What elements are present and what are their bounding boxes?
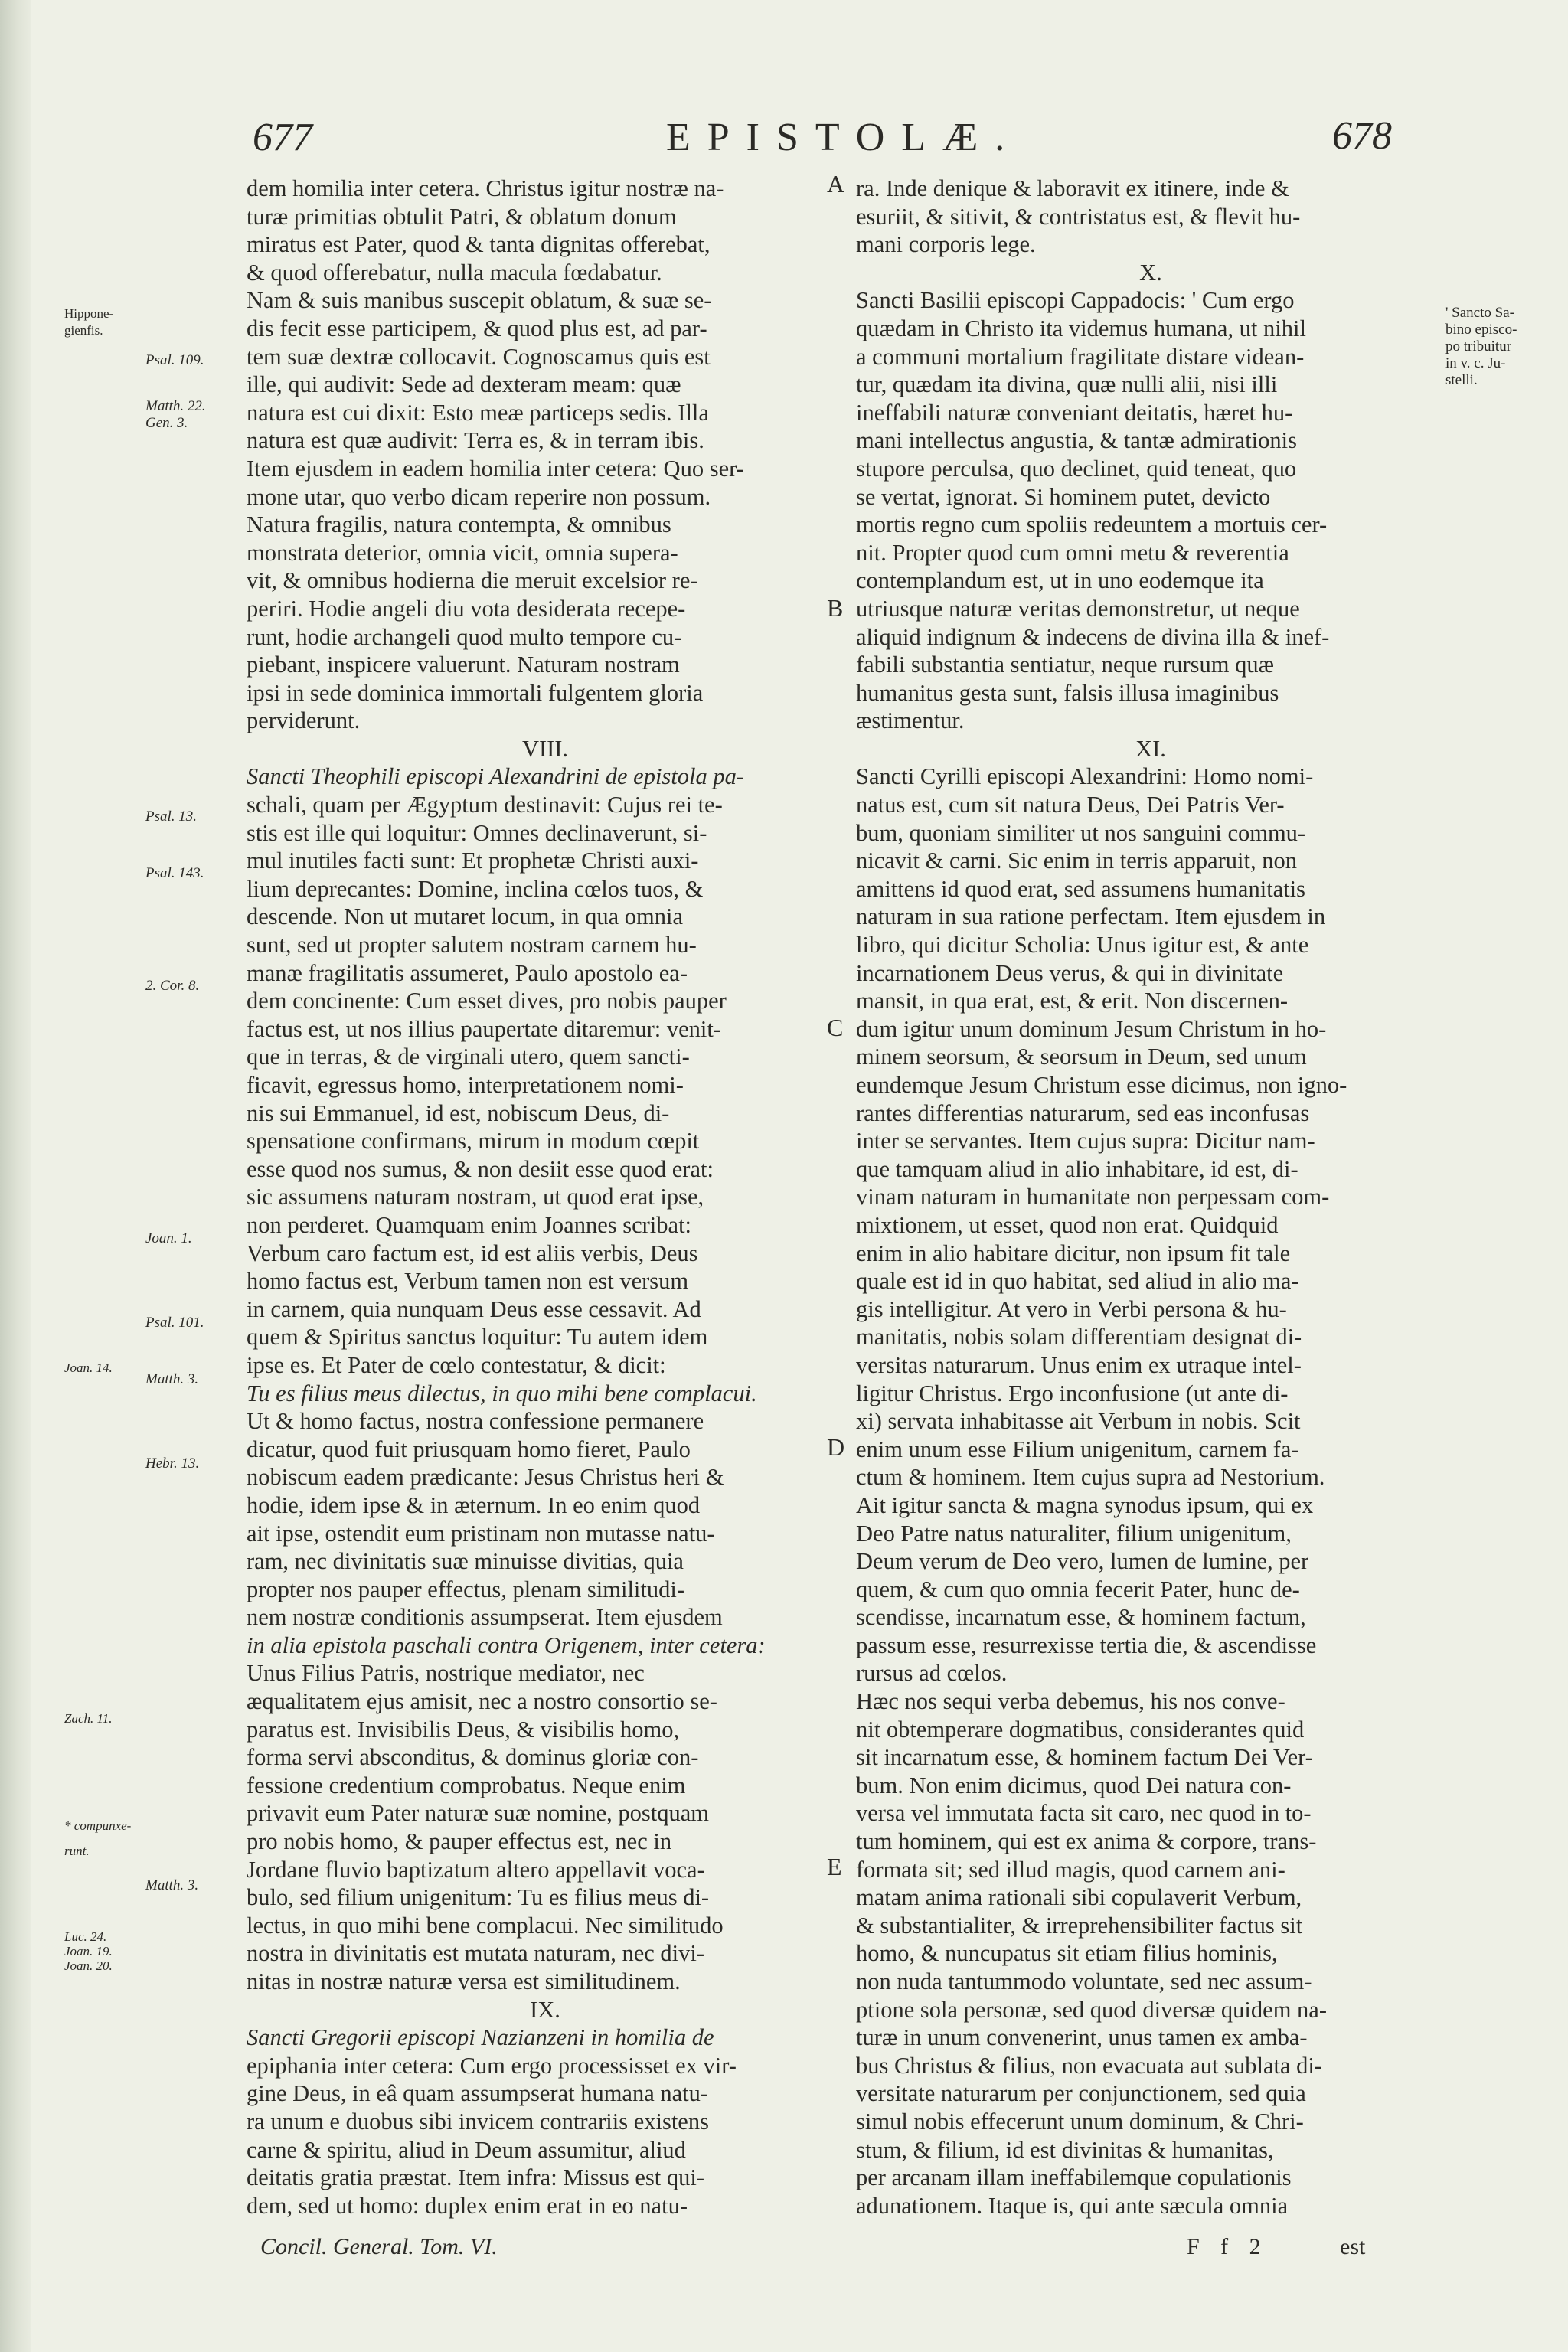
margin-note: 2. Cor. 8.	[145, 978, 200, 994]
text-line: formata sit; sed illud magis, quod carnem ani-	[856, 1856, 1285, 1883]
text-line: bus Christus & filius, non evacuata aut sublata di-	[856, 2052, 1323, 2079]
text-line: Sancti Theophili episcopi Alexandrini de epistola pa-	[247, 763, 745, 790]
text-line: rantes differentias naturarum, sed eas inconfusas	[856, 1099, 1310, 1126]
book-gutter	[0, 0, 31, 2352]
text-line: deitatis gratia præstat. Item infra: Missus est qui-	[247, 2164, 705, 2191]
text-line: homo factus est, Verbum tamen non est versum	[247, 1268, 689, 1295]
far-note: Hippone-	[64, 306, 114, 321]
text-line: rursus ad cœlos.	[856, 1660, 1008, 1687]
text-line: dem, sed ut homo: duplex enim erat in eo natu-	[247, 2192, 688, 2219]
text-line: non perderet. Quamquam enim Joannes scribat:	[247, 1211, 692, 1238]
section-letter: E	[827, 1853, 842, 1880]
text-line: natura est quæ audivit: Terra es, & in terram ibis.	[247, 427, 704, 454]
far-note: Joan. 20.	[64, 1958, 113, 1973]
right-margin-note	[1446, 305, 1560, 389]
text-line: perviderunt.	[247, 707, 361, 734]
text-line: quædam in Christo ita videmus humana, ut nihil	[856, 315, 1306, 341]
text-line: versitas naturarum. Unus enim ex utraque intel-	[856, 1351, 1302, 1378]
text-line: non nuda tantummodo voluntate, sed nec assum-	[856, 1968, 1312, 1994]
far-note: Zach. 11.	[64, 1711, 113, 1726]
text-line: bulo, sed filium unigenitum: Tu es filius meus di-	[247, 1884, 710, 1911]
text-line: runt, hodie archangeli quod multo tempore cu-	[247, 623, 682, 650]
text-line: Verbum caro factum est, id est aliis verbis, Deus	[247, 1240, 698, 1266]
text-line: vinam naturam in humanitate non perpessam com-	[856, 1184, 1330, 1210]
text-line: æstimentur.	[856, 707, 965, 734]
text-line: ctum & hominem. Item cujus supra ad Nestorium.	[856, 1464, 1325, 1491]
text-line: contemplandum est, ut in uno eodemque ita	[856, 567, 1264, 594]
text-line: nis sui Emmanuel, id est, nobiscum Deus, di-	[247, 1099, 670, 1126]
margin-note: Hebr. 13.	[145, 1455, 200, 1472]
text-line: Ut & homo factus, nostra confessione permanere	[247, 1408, 704, 1435]
text-line: matam anima rationali sibi copulaverit Verbum,	[856, 1884, 1302, 1911]
text-line: Natura fragilis, natura contempta, & omnibus	[247, 511, 671, 538]
text-line: in carnem, quia nunquam Deus esse cessavit. Ad	[247, 1295, 701, 1322]
text-line: piebant, inspicere valuerunt. Naturam nostram	[247, 652, 680, 678]
text-line: amittens id quod erat, sed assumens humanitatis	[856, 875, 1306, 902]
text-line: Deo Patre natus naturaliter, filium unigenitum,	[856, 1520, 1292, 1547]
text-line: dis fecit esse participem, & quod plus est, ad par-	[247, 315, 707, 341]
text-line: esse quod nos sumus, & non desiit esse quod erat:	[247, 1155, 714, 1182]
text-line: miratus est Pater, quod & tanta dignitas offerebat,	[247, 231, 710, 258]
text-line: ligitur Christus. Ergo inconfusione (ut ante di-	[856, 1380, 1289, 1406]
text-line: sunt, sed ut propter salutem nostram carnem hu-	[247, 932, 697, 959]
section-heading: IX.	[530, 1996, 560, 2023]
text-line: ineffabili naturæ conveniant deitatis, hæret hu-	[856, 399, 1293, 426]
text-line: simul nobis effecerunt unum dominum, & Chri-	[856, 2108, 1304, 2135]
section-letter: A	[827, 170, 845, 198]
text-line: mansit, in qua erat, est, & erit. Non discernen-	[856, 988, 1289, 1014]
text-line: Sancti Basilii episcopi Cappadocis: ' Cum ergo	[856, 287, 1295, 314]
text-line: manitatis, nobis solam differentiam designat di-	[856, 1324, 1302, 1351]
page-number-left: 677	[253, 116, 312, 159]
text-line: se vertat, ignorat. Si hominem putet, devicto	[856, 483, 1271, 510]
text-line: nobiscum eadem prædicante: Jesus Christus heri &	[247, 1464, 724, 1491]
text-line: stis est ille qui loquitur: Omnes declinaverunt, si-	[247, 819, 707, 846]
text-line: libro, qui dicitur Scholia: Unus igitur est, & ante	[856, 932, 1309, 959]
text-line: Sancti Cyrilli episcopi Alexandrini: Homo nomi-	[856, 763, 1314, 790]
text-line: ipsi in sede dominica immortali fulgentem gloria	[247, 679, 704, 706]
far-note: Joan. 19.	[64, 1944, 113, 1958]
text-line: adunationem. Itaque is, qui ante sæcula omnia	[856, 2192, 1289, 2219]
page-number-right: 678	[1332, 114, 1392, 158]
text-line: inter se servantes. Item cujus supra: Dicitur nam-	[856, 1128, 1315, 1155]
text-line: ipse es. Et Pater de cœlo contestatur, & dicit:	[247, 1351, 666, 1378]
text-line: mani corporis lege.	[856, 231, 1036, 258]
text-line: mortis regno cum spoliis redeuntem a mortuis cer-	[856, 511, 1328, 538]
text-line: xi) servata inhabitasse ait Verbum in nobis. Scit	[856, 1408, 1301, 1435]
text-line: ra. Inde denique & laboravit ex itinere, inde &	[856, 175, 1289, 201]
text-line: Unus Filius Patris, nostrique mediator, nec	[247, 1660, 645, 1687]
text-line: enim in alio habitare dicitur, non ipsum fit tale	[856, 1240, 1291, 1266]
text-line: mone utar, quo verbo dicam reperire non possum.	[247, 483, 711, 510]
text-line: gis intelligitur. At vero in Verbi persona & hu-	[856, 1295, 1287, 1322]
book-page	[31, 0, 1568, 2352]
text-line: ra unum e duobus sibi invicem contrariis existens	[247, 2108, 709, 2135]
text-line: propter nos pauper effectus, plenam similitudi-	[247, 1576, 685, 1602]
text-line: nitas in nostræ naturæ versa est similitudinem.	[247, 1968, 681, 1994]
text-line: que tamquam aliud in alio inhabitare, id est, di-	[856, 1155, 1298, 1182]
text-line: Ait igitur sancta & magna synodus ipsum, qui ex	[856, 1491, 1314, 1518]
text-line: Deum verum de Deo vero, lumen de lumine, per	[856, 1548, 1309, 1575]
text-line: schali, quam per Ægyptum destinavit: Cujus rei te-	[247, 792, 723, 818]
text-line: Tu es filius meus dilectus, in quo mihi bene complacui.	[247, 1380, 757, 1406]
far-note: * compunxe-	[64, 1818, 132, 1833]
margin-note: Psal. 143.	[145, 865, 204, 881]
text-line: quale est id in quo habitat, sed aliud in alio ma-	[856, 1268, 1299, 1295]
right-note-line: ' Sancto Sa-	[1446, 305, 1514, 321]
section-heading: VIII.	[521, 735, 569, 762]
text-line: minem seorsum, & seorsum in Deum, sed unum	[856, 1044, 1307, 1070]
text-line: æqualitatem ejus amisit, nec a nostro consortio se-	[247, 1688, 717, 1715]
text-line: in alia epistola paschali contra Origenem, inter cetera:	[247, 1632, 766, 1658]
text-line: carne & spiritu, aliud in Deum assumitur, aliud	[247, 2136, 686, 2163]
text-line: bum, quoniam similiter ut nos sanguini commu-	[856, 819, 1306, 846]
text-line: nit obtemperare dogmatibus, considerantes quid	[856, 1716, 1305, 1743]
text-line: Nam & suis manibus suscepit oblatum, & suæ se-	[247, 287, 712, 314]
text-line: hodie, idem ipse & in æternum. In eo enim quod	[247, 1491, 701, 1518]
text-line: quem & Spiritus sanctus loquitur: Tu autem idem	[247, 1324, 708, 1351]
text-line: que in terras, & de virginali utero, quem sancti-	[247, 1044, 690, 1070]
text-line: a communi mortalium fragilitate distare videan-	[856, 343, 1305, 370]
text-line: passum esse, resurrexisse tertia die, & ascendisse	[856, 1632, 1317, 1658]
text-line: & substantialiter, & irreprehensibiliter factus sit	[856, 1912, 1303, 1939]
text-line: natus est, cum sit natura Deus, Dei Patris Ver-	[856, 792, 1285, 818]
text-line: natura est cui dixit: Esto meæ particeps sedis. Illa	[247, 399, 709, 426]
text-line: dum igitur unum dominum Jesum Christum in ho-	[856, 1015, 1327, 1042]
far-note: Joan. 14.	[64, 1361, 113, 1375]
catchword: est	[1340, 2234, 1366, 2259]
text-line: Sancti Gregorii episcopi Nazianzeni in homilia de	[247, 2024, 714, 2051]
text-line: mul inutiles facti sunt: Et prophetæ Christi auxi-	[247, 848, 699, 874]
text-line: Item ejusdem in eadem homilia inter cetera: Quo ser-	[247, 455, 744, 482]
text-line: esuriit, & sitivit, & contristatus est, & flevit hu-	[856, 203, 1301, 230]
text-line: factus est, ut nos illius paupertate ditaremur: venit-	[247, 1015, 721, 1042]
text-line: naturam in sua ratione perfectam. Item ejusdem in	[856, 903, 1326, 930]
margin-note: Gen. 3.	[145, 415, 188, 431]
text-line: tem suæ dextræ collocavit. Cognoscamus quis est	[247, 343, 710, 370]
text-line: vit, & omnibus hodierna die meruit excelsior re-	[247, 567, 698, 594]
text-line: incarnationem Deus verus, & qui in divinitate	[856, 959, 1284, 986]
far-note: runt.	[64, 1844, 90, 1858]
section-heading: X.	[1139, 259, 1162, 286]
margin-note: Psal. 101.	[145, 1315, 204, 1331]
text-line: fabili substantia sentiatur, neque rursum quæ	[856, 652, 1274, 678]
right-note-line: po tribuitur	[1446, 338, 1512, 354]
text-line: sic assumens naturam nostram, ut quod erat ipse,	[247, 1184, 704, 1210]
text-line: scendisse, incarnatum esse, & hominem factum,	[856, 1604, 1306, 1631]
text-line: tum hominem, qui est ex anima & corpore, trans-	[856, 1828, 1317, 1855]
text-line: & quod offerebatur, nulla macula fœdabatur.	[247, 259, 662, 286]
text-line: mixtionem, ut esset, quod non erat. Quidquid	[856, 1211, 1279, 1238]
signature-mark: F f 2	[1187, 2234, 1269, 2259]
text-line: ptione sola personæ, sed quod diversæ quidem na-	[856, 1996, 1327, 2023]
text-line: spensatione confirmans, mirum in modum cœpit	[247, 1128, 700, 1155]
text-line: Hæc nos sequi verba debemus, his nos conve-	[856, 1688, 1285, 1715]
text-line: dicatur, quod fuit priusquam homo fieret, Paulo	[247, 1436, 691, 1462]
text-line: descende. Non ut mutaret locum, in qua omnia	[247, 903, 684, 930]
text-line: dem concinente: Cum esset dives, pro nobis pauper	[247, 988, 727, 1014]
text-line: utriusque naturæ veritas demonstretur, ut neque	[856, 595, 1300, 622]
text-line: turæ primitias obtulit Patri, & oblatum donum	[247, 203, 677, 230]
section-letter: B	[827, 594, 844, 622]
right-note-line: in v. c. Ju-	[1446, 355, 1506, 371]
text-line: eundemque Jesum Christum esse dicimus, non igno-	[856, 1072, 1348, 1098]
text-line: ficavit, egressus homo, interpretationem nomi-	[247, 1072, 684, 1098]
margin-note: Matth. 3.	[145, 1877, 199, 1893]
footer-volume-line: Concil. General. Tom. VI.	[260, 2234, 498, 2259]
text-line: aliquid indignum & indecens de divina illa & inef-	[856, 623, 1330, 650]
text-line: enim unum esse Filium unigenitum, carnem fa-	[856, 1436, 1299, 1462]
margin-note: Psal. 109.	[145, 352, 204, 368]
text-line: lectus, in quo mihi bene complacui. Nec similitudo	[247, 1912, 724, 1939]
text-line: mani intellectus angustia, & tantæ admirationis	[856, 427, 1298, 454]
far-note: gienfis.	[64, 323, 103, 338]
text-line: quem, & cum quo omnia fecerit Pater, hunc de-	[856, 1576, 1300, 1602]
text-line: Jordane fluvio baptizatum altero appellavit voca-	[247, 1856, 705, 1883]
text-line: nit. Propter quod cum omni metu & reverentia	[856, 539, 1289, 566]
margin-note: Matth. 3.	[145, 1371, 199, 1387]
text-line: monstrata deterior, omnia vicit, omnia supera-	[247, 539, 678, 566]
text-line: fessione credentium comprobatus. Neque enim	[247, 1772, 686, 1798]
text-line: per arcanam illam ineffabilemque copulationis	[856, 2164, 1292, 2191]
running-title: EPISTOLÆ.	[666, 116, 1022, 159]
right-column	[856, 175, 1446, 2220]
text-line: periri. Hodie angeli diu vota desiderata recepe-	[247, 595, 686, 622]
text-line: ait ipse, ostendit eum pristinam non mutasse natu-	[247, 1520, 715, 1547]
text-line: sit incarnatum esse, & hominem factum Dei Ver-	[856, 1744, 1313, 1771]
text-line: lium deprecantes: Domine, inclina cœlos tuos, &	[247, 875, 704, 902]
text-line: manæ fragilitatis assumeret, Paulo apostolo ea-	[247, 959, 688, 986]
margin-note: Psal. 13.	[145, 808, 198, 825]
text-line: bum. Non enim dicimus, quod Dei natura con-	[856, 1772, 1292, 1798]
text-line: epiphania inter cetera: Cum ergo processisset ex vir-	[247, 2052, 737, 2079]
text-line: paratus est. Invisibilis Deus, & visibilis homo,	[247, 1716, 680, 1743]
text-line: nem nostræ conditionis assumpserat. Item ejusdem	[247, 1604, 723, 1631]
text-line: stum, & filium, id est divinitas & humanitas,	[856, 2136, 1274, 2163]
text-line: dem homilia inter cetera. Christus igitur nostræ na-	[247, 175, 724, 201]
page-header	[31, 115, 1568, 168]
section-heading: XI.	[1135, 735, 1166, 762]
margin-note: Matth. 22.	[145, 398, 206, 414]
text-line: stupore perculsa, quo declinet, quid teneat, quo	[856, 455, 1297, 482]
text-line: ram, nec divinitatis suæ minuisse divitias, quia	[247, 1548, 684, 1575]
section-letter: C	[827, 1014, 844, 1041]
text-line: tur, quædam ita divina, quæ nulli alii, nisi illi	[856, 371, 1278, 398]
text-line: homo, & nuncupatus sit etiam filius hominis,	[856, 1940, 1278, 1967]
text-line: forma servi absconditus, & dominus gloriæ con-	[247, 1744, 699, 1771]
text-line: nostra in divinitatis est mutata naturam, nec divi-	[247, 1940, 704, 1967]
text-line: versa vel immutata facta sit caro, nec quod in to-	[856, 1800, 1312, 1827]
far-note: Luc. 24.	[64, 1929, 107, 1944]
text-line: turæ in unum convenerint, unus tamen ex amba-	[856, 2024, 1308, 2051]
text-line: nicavit & carni. Sic enim in terris apparuit, non	[856, 848, 1297, 874]
right-note-line: bino episco-	[1446, 322, 1517, 338]
section-letter: D	[827, 1433, 845, 1461]
right-note-line: stelli.	[1446, 372, 1478, 388]
left-column	[247, 175, 844, 2220]
text-line: pro nobis homo, & pauper effectus est, nec in	[247, 1828, 672, 1855]
text-line: versitate naturarum per conjunctionem, sed quia	[856, 2080, 1306, 2107]
text-line: gine Deus, in eâ quam assumpserat humana natu-	[247, 2080, 709, 2107]
margin-note: Joan. 1.	[145, 1230, 192, 1246]
text-line: humanitus gesta sunt, falsis illusa imaginibus	[856, 679, 1279, 706]
text-line: ille, qui audivit: Sede ad dexteram meam: quæ	[247, 371, 681, 398]
text-line: privavit eum Pater naturæ suæ nomine, postquam	[247, 1800, 709, 1827]
